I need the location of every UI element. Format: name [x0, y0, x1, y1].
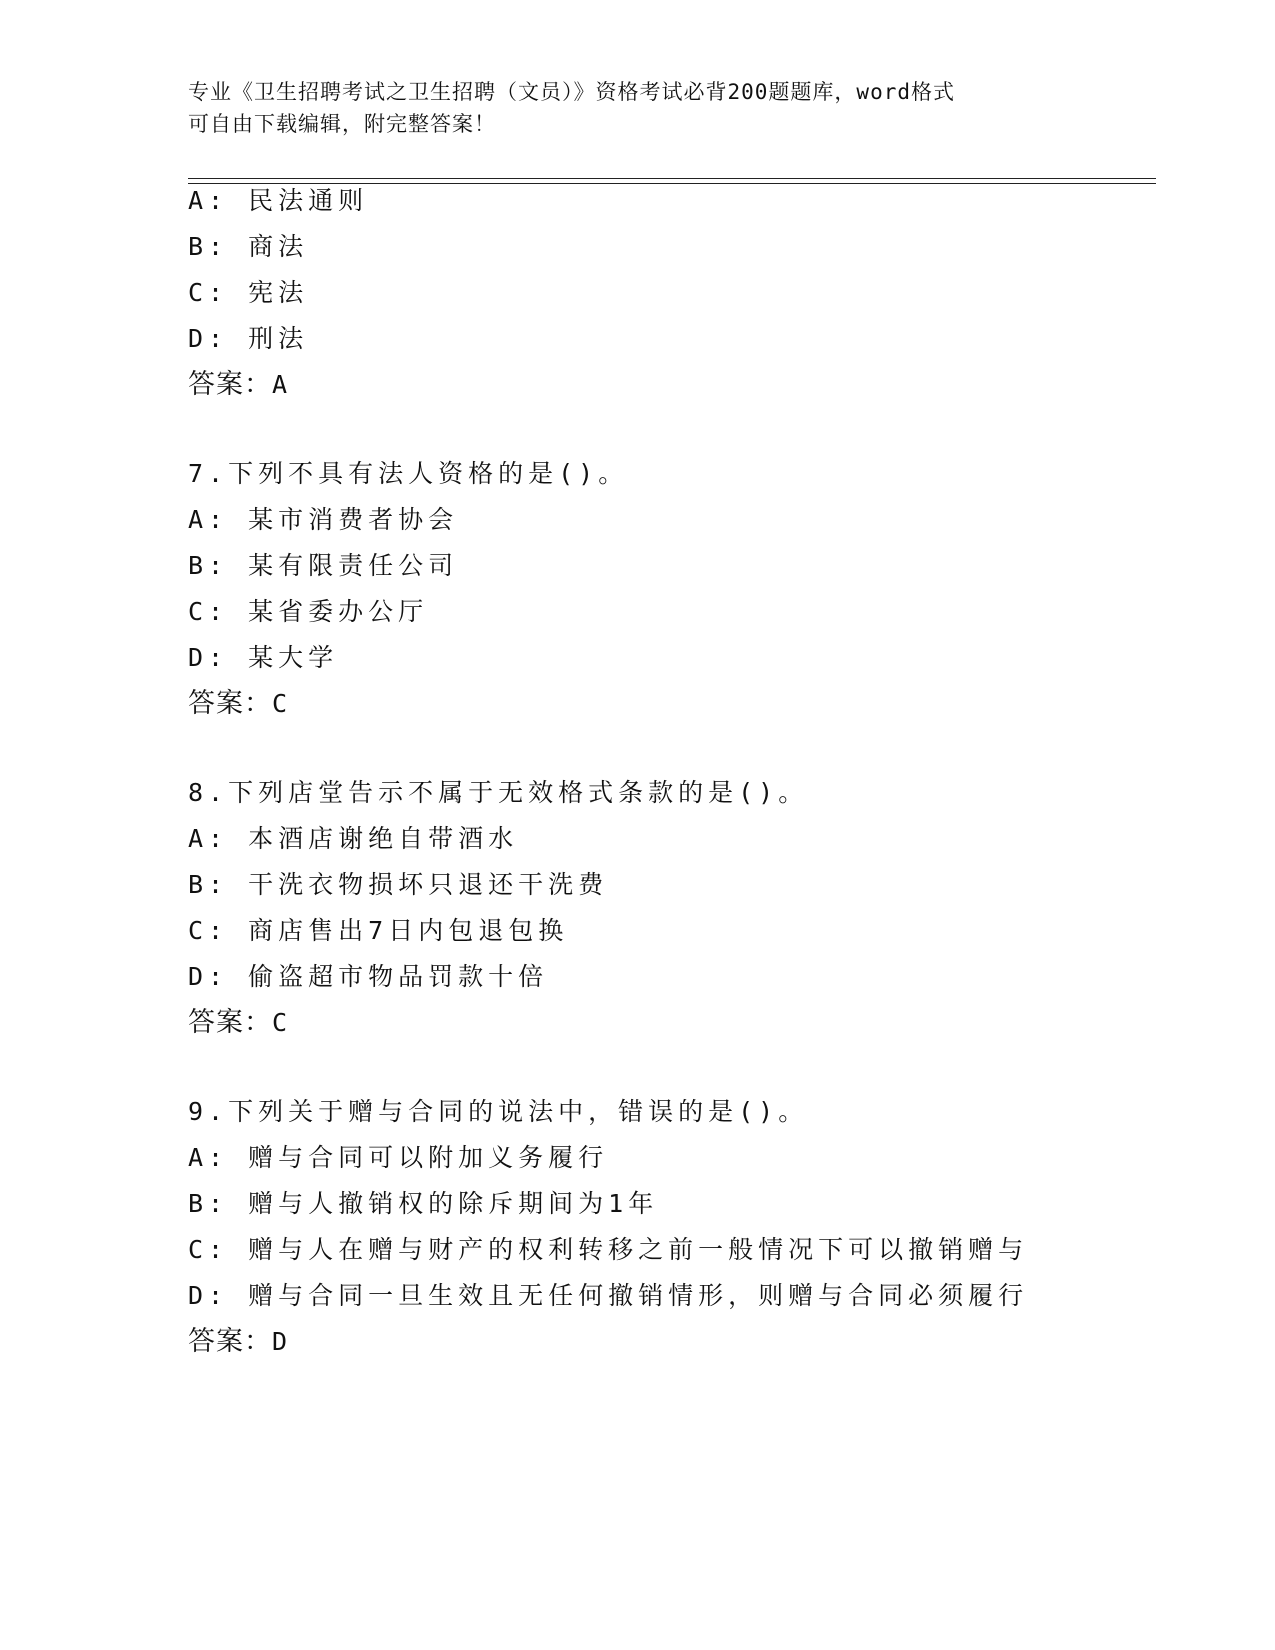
option-a: A: 某市消费者协会	[188, 505, 459, 534]
question-block-9	[188, 1089, 1188, 1365]
answer-line	[188, 1319, 1188, 1365]
answer-label: 答案：	[188, 688, 272, 719]
answer-value: C	[272, 1008, 289, 1037]
answer-label: 答案：	[188, 369, 272, 400]
answer-label: 答案：	[188, 1326, 272, 1357]
option-c: C: 某省委办公厅	[188, 597, 429, 626]
option-d: D: 某大学	[188, 643, 339, 672]
question-text: 9.下列关于赠与合同的说法中，错误的是()。	[188, 1097, 809, 1126]
question-list	[188, 178, 1188, 1365]
option-c: C: 赠与人在赠与财产的权利转移之前一般情况下可以撤销赠与	[188, 1235, 1029, 1264]
document-header	[188, 76, 1088, 140]
option-a: A: 本酒店谢绝自带酒水	[188, 824, 519, 853]
option-c: C: 宪法	[188, 278, 309, 307]
answer-label: 答案：	[188, 1007, 272, 1038]
answer-value: C	[272, 689, 289, 718]
question-text: 8.下列店堂告示不属于无效格式条款的是()。	[188, 778, 809, 807]
answer-line	[188, 1000, 1188, 1046]
answer-value: D	[272, 1327, 289, 1356]
question-block-7	[188, 451, 1188, 727]
answer-value: A	[272, 370, 289, 399]
question-text: 7.下列不具有法人资格的是()。	[188, 459, 629, 488]
header-line-2: 可自由下载编辑，附完整答案！	[188, 112, 496, 136]
option-b: B: 某有限责任公司	[188, 551, 459, 580]
question-block-6	[188, 178, 1188, 408]
option-d: D: 偷盗超市物品罚款十倍	[188, 962, 549, 991]
option-c: C: 商店售出7日内包退包换	[188, 916, 569, 945]
option-d: D: 刑法	[188, 324, 309, 353]
option-b: B: 赠与人撤销权的除斥期间为1年	[188, 1189, 659, 1218]
option-a: A: 民法通则	[188, 186, 369, 215]
answer-line	[188, 681, 1188, 727]
answer-line	[188, 362, 1188, 408]
option-a: A: 赠与合同可以附加义务履行	[188, 1143, 609, 1172]
option-b: B: 商法	[188, 232, 309, 261]
option-d: D: 赠与合同一旦生效且无任何撤销情形，则赠与合同必须履行	[188, 1281, 1029, 1310]
option-b: B: 干洗衣物损坏只退还干洗费	[188, 870, 609, 899]
header-line-1: 专业《卫生招聘考试之卫生招聘（文员）》资格考试必背200题题库，word格式	[188, 80, 955, 104]
question-block-8	[188, 770, 1188, 1046]
